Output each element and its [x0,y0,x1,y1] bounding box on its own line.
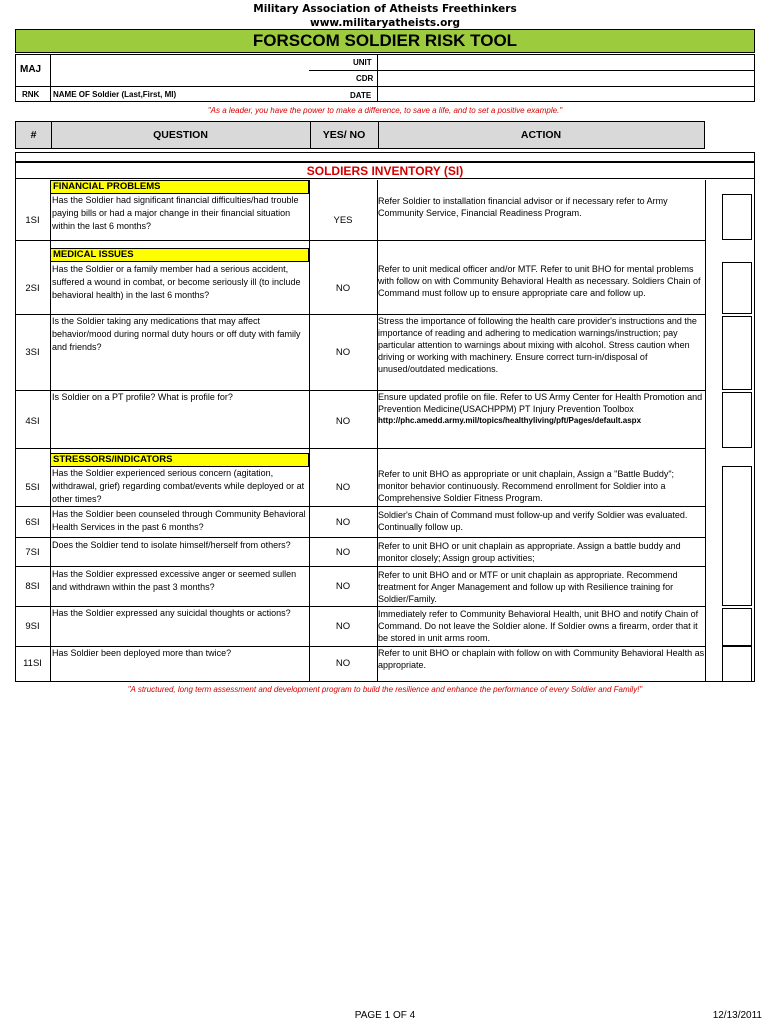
col-action: ACTION [520,129,562,141]
col-question: QUESTION [51,122,311,148]
check-box[interactable] [722,194,752,240]
resource-link[interactable]: http://phc.amedd.army.mil/topics/healthyliving/pft/Pages/default.aspx [378,416,642,425]
section-title: SOLDIERS INVENTORY (SI) [306,164,464,178]
question-text: Has Soldier been deployed more than twice? [52,648,232,658]
action-text: Ensure updated profile on file. Refer to US Army Center for Health Promotion and Prevention Medicine(USACHPPM) PT Injury Prevention Toolbox [378,392,703,414]
row-divider [15,240,705,241]
answer-field[interactable]: NO [335,621,351,632]
page-number: PAGE 1 OF 4 [354,1010,416,1021]
rank-value[interactable]: MAJ [20,64,42,75]
answer-field[interactable]: NO [335,658,351,669]
action-cell [377,391,706,427]
action-text: Refer to unit BHO or chaplain with follow on with Community Behavioral Health as appropriate. [378,648,705,670]
row-number: 4SI [25,416,40,427]
question-text: Is Soldier on a PT profile? What is profile for? [52,392,233,402]
col-yesno: YES/ NO [310,122,379,148]
question-text: Has the Soldier expressed excessive anger or seemed sullen and withdrawn within the past 3 months? [52,569,297,592]
answer-field[interactable]: YES [333,215,353,226]
action-text: Refer to unit medical officer and/or MTF. Refer to unit BHO for mental problems with follow on with Community Behavioral Health as necessary. Soldiers Chain of Command must follow up to ensure appropriate care and follow up. [378,264,701,298]
row-divider [15,506,705,507]
divider [15,178,755,179]
rnk-label: RNK [22,90,40,99]
row-number: 8SI [25,581,40,592]
check-box[interactable] [722,646,752,682]
row-divider [15,448,705,449]
question-text: Has the Soldier or a family member had a serious accident, suffered a wound in combat, or become seriously ill (to include behavioral health) in the last 6 months? [52,264,301,300]
question-text: Does the Soldier tend to isolate himself/herself from others? [52,540,291,550]
action-text: Refer to unit BHO and or MTF or unit chaplain as appropriate. Recommend treatment for Anger Management and follow up with Resilience training for Soldier/Family. [378,570,678,604]
organization-name: Military Association of Atheists Freethinkers [253,3,517,15]
question-text: Has the Soldier experienced serious concern (agitation, withdrawal, grief) regarding combat/events while deployed or at other times? [52,468,305,504]
action-text: Stress the importance of following the health care provider's instructions and the importance of reading and adhering to medication warnings/instruction; pay particular attention to warnings about mixing with alcohol. Stress caution when driving or working with machinery. Ensure correct turn-in/disposal of unused/outdated medications. [378,316,697,374]
action-text: Refer to unit BHO as appropriate or unit chaplain, Assign a "Battle Buddy"; monitor behavior continuously. Recommend enrollment for Soldier into a Comprehensive Soldier Fitness Program. [378,469,675,503]
cdr-label: CDR [356,74,374,83]
check-box[interactable] [722,466,752,606]
action-text: Soldier's Chain of Command must follow-up and verify Soldier was evaluated. Continually follow up. [378,510,688,532]
row-number: 1SI [25,215,40,226]
row-number: 6SI [25,517,40,528]
footer-date: 12/13/2011 [712,1010,762,1021]
answer-field[interactable]: NO [335,547,351,558]
row-number: 11SI [23,658,42,669]
divider [705,180,706,682]
check-box[interactable] [722,608,752,646]
program-quote: "A structured, long term assessment and development program to build the resilience and enhance the performance of every Soldier and Family!" [127,685,643,694]
category-stressors: STRESSORS/INDICATORS [50,453,309,467]
column-header-row [15,121,705,149]
form-title: FORSCOM SOLDIER RISK TOOL [15,29,755,53]
category-financial: FINANCIAL PROBLEMS [50,180,309,194]
question-text: Has the Soldier expressed any suicidal thoughts or actions? [52,608,291,618]
divider [50,54,51,102]
row-number: 5SI [25,482,40,493]
unit-label: UNIT [353,58,372,67]
unit-field[interactable] [378,55,754,69]
action-text: Immediately refer to Community Behavioral Health, unit BHO and notify Chain of Command. Do not leave the Soldier alone. If Soldier owns a firearm, order that it be stored in unit arms room. [378,609,699,643]
answer-field[interactable]: NO [335,482,351,493]
answer-field[interactable]: NO [335,581,351,592]
action-text: Refer to unit BHO or unit chaplain as appropriate. Assign a battle buddy and monitor closely; Assign group activities; [378,541,681,563]
spacer-row [15,152,755,162]
row-number: 9SI [25,621,40,632]
answer-field[interactable]: NO [335,347,351,358]
check-box[interactable] [722,316,752,390]
check-box[interactable] [722,392,752,448]
category-medical: MEDICAL ISSUES [50,248,309,262]
row-divider [15,566,705,567]
col-num: # [16,122,52,148]
date-label: DATE [350,91,372,100]
answer-field[interactable]: NO [335,517,351,528]
answer-field[interactable]: NO [335,283,351,294]
leadership-quote: "As a leader, you have the power to make a difference, to save a life, and to set a positive example." [207,106,563,115]
soldier-name-label: NAME OF Soldier (Last,First, MI) [53,90,177,99]
answer-field[interactable]: NO [335,416,351,427]
row-number: 3SI [25,347,40,358]
action-text: Refer Soldier to installation financial advisor or if necessary refer to Army Community Service, Financial Readiness Program. [378,196,668,218]
row-divider [15,537,705,538]
question-text: Has the Soldier had significant financial difficulties/had trouble paying bills or had a major change in their financial situation within the last 6 months? [52,195,299,231]
row-number: 2SI [25,283,40,294]
check-box[interactable] [722,262,752,314]
row-number: 7SI [25,547,40,558]
date-field[interactable] [378,87,754,101]
cdr-field[interactable] [378,71,754,85]
organization-website: www.militaryatheists.org [310,17,460,29]
question-text: Is the Soldier taking any medications that may affect behavior/mood during normal duty hours or off duty with family and friends? [52,316,301,352]
question-text: Has the Soldier been counseled through Community Behavioral Health Services in the past 6 months? [52,509,306,532]
